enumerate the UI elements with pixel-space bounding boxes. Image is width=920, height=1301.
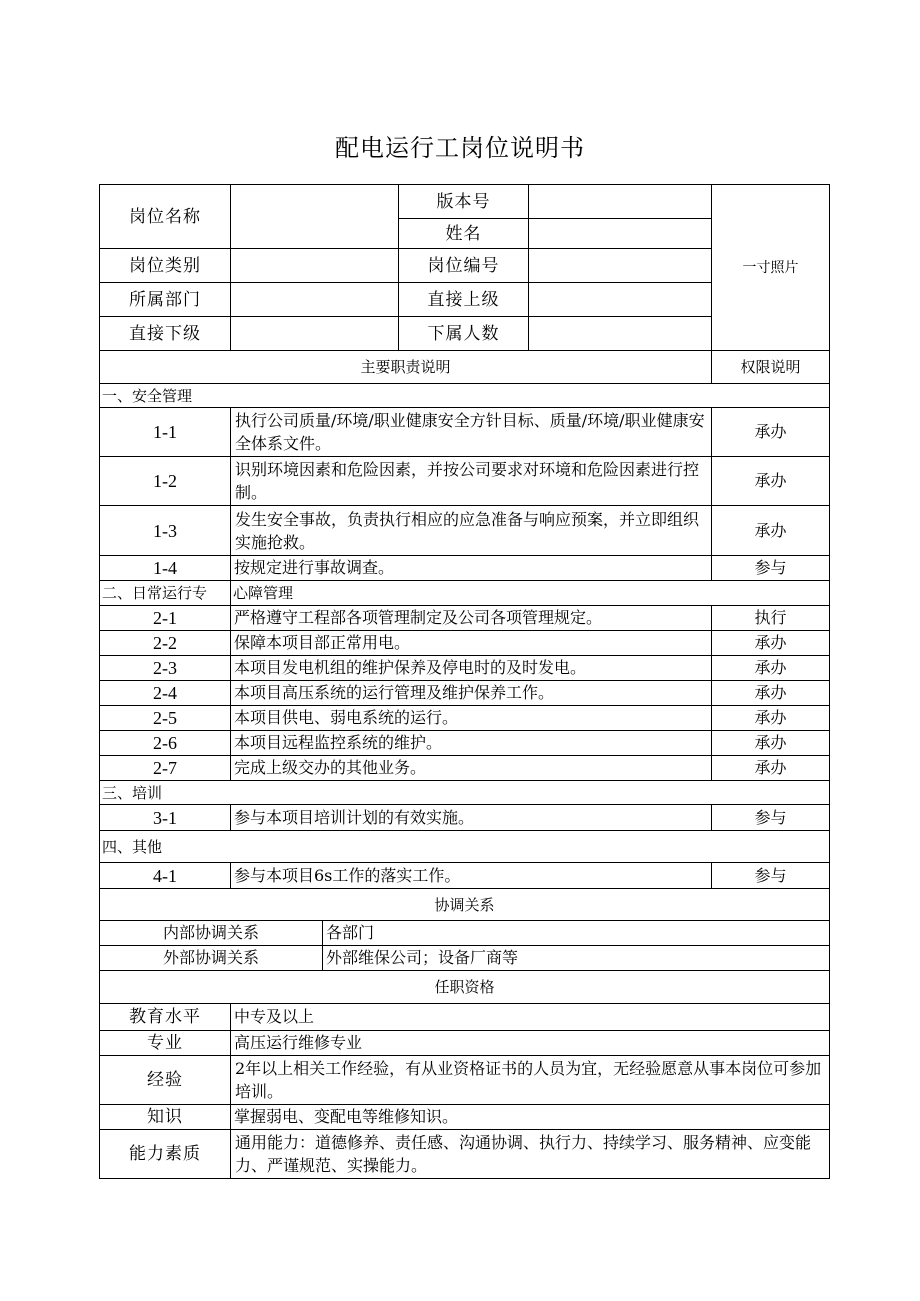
- duty-text: 本项目供电、弱电系统的运行。: [231, 706, 712, 731]
- position-no-label: 岗位编号: [399, 249, 529, 283]
- duty-number: 2-3: [100, 656, 231, 681]
- duty-number: 2-6: [100, 731, 231, 756]
- duty-number: 4-1: [100, 863, 231, 889]
- duty-authority: 承办: [712, 706, 830, 731]
- duty-authority: 参与: [712, 805, 830, 831]
- duty-text: 识别环境因素和危险因素，并按公司要求对环境和危险因素进行控制。: [231, 457, 712, 506]
- section-title: 四、其他: [100, 831, 830, 863]
- section-title: 二、日常运行专: [100, 581, 231, 606]
- superior-value[interactable]: [529, 283, 712, 317]
- duty-authority: 承办: [712, 457, 830, 506]
- duty-text: 参与本项目培训计划的有效实施。: [231, 805, 712, 831]
- duty-authority: 承办: [712, 756, 830, 781]
- position-type-label: 岗位类别: [100, 249, 231, 283]
- section-title: 三、培训: [100, 781, 830, 805]
- ability-value: 通用能力：道德修养、责任感、沟通协调、执行力、持续学习、服务精神、应变能力、严谨规范、实操能力。: [231, 1130, 830, 1179]
- position-no-value[interactable]: [529, 249, 712, 283]
- duty-number: 2-1: [100, 606, 231, 631]
- authority-header: 权限说明: [712, 351, 830, 384]
- position-type-value[interactable]: [231, 249, 399, 283]
- duty-text: 参与本项目6s工作的落实工作。: [231, 863, 712, 889]
- department-value[interactable]: [231, 283, 399, 317]
- duty-authority: 承办: [712, 731, 830, 756]
- duty-text: 执行公司质量/环境/职业健康安全方针目标、质量/环境/职业健康安全体系文件。: [231, 408, 712, 457]
- experience-value: 2年以上相关工作经验，有从业资格证书的人员为宜，无经验愿意从事本岗位可参加培训。: [231, 1056, 830, 1105]
- department-label: 所属部门: [100, 283, 231, 317]
- major-label: 专业: [100, 1031, 231, 1056]
- name-value[interactable]: [529, 219, 712, 249]
- version-value[interactable]: [529, 185, 712, 219]
- subordinate-count-value[interactable]: [529, 317, 712, 351]
- subordinate-value[interactable]: [231, 317, 399, 351]
- duty-number: 1-3: [100, 506, 231, 556]
- duty-authority: 承办: [712, 506, 830, 556]
- superior-label: 直接上级: [399, 283, 529, 317]
- duty-authority: 承办: [712, 681, 830, 706]
- duty-text: 严格遵守工程部各项管理制定及公司各项管理规定。: [231, 606, 712, 631]
- subordinate-count-label: 下属人数: [399, 317, 529, 351]
- photo-placeholder: 一寸照片: [712, 185, 830, 351]
- name-label: 姓名: [399, 219, 529, 249]
- duty-number: 1-2: [100, 457, 231, 506]
- duty-authority: 参与: [712, 863, 830, 889]
- duty-text: 本项目远程监控系统的维护。: [231, 731, 712, 756]
- duty-authority: 参与: [712, 556, 830, 581]
- duty-text: 保障本项目部正常用电。: [231, 631, 712, 656]
- duty-authority: 承办: [712, 631, 830, 656]
- duty-number: 2-4: [100, 681, 231, 706]
- duty-text: 发生安全事故，负责执行相应的应急准备与响应预案，并立即组织实施抢救。: [231, 506, 712, 556]
- subordinate-label: 直接下级: [100, 317, 231, 351]
- duty-text: 本项目发电机组的维护保养及停电时的及时发电。: [231, 656, 712, 681]
- page-title: 配电运行工岗位说明书: [335, 134, 585, 162]
- external-coordination-value: 外部维保公司；设备厂商等: [323, 946, 830, 971]
- section-title: 一、安全管理: [100, 384, 830, 408]
- duty-text: 本项目高压系统的运行管理及维护保养工作。: [231, 681, 712, 706]
- duty-number: 2-7: [100, 756, 231, 781]
- external-coordination-label: 外部协调关系: [100, 946, 323, 971]
- position-name-value[interactable]: [231, 185, 399, 249]
- duty-number: 2-2: [100, 631, 231, 656]
- version-label: 版本号: [399, 185, 529, 219]
- duty-authority: 执行: [712, 606, 830, 631]
- duty-number: 1-1: [100, 408, 231, 457]
- duty-authority: 承办: [712, 656, 830, 681]
- qualifications-header: 任职资格: [100, 971, 830, 1004]
- coordination-header: 协调关系: [100, 889, 830, 921]
- duty-number: 1-4: [100, 556, 231, 581]
- major-value: 高压运行维修专业: [231, 1031, 830, 1056]
- position-name-label: 岗位名称: [100, 185, 231, 249]
- duty-number: 3-1: [100, 805, 231, 831]
- duty-text: 按规定进行事故调查。: [231, 556, 712, 581]
- duty-number: 2-5: [100, 706, 231, 731]
- section-title-continued: 心障管理: [231, 581, 830, 606]
- education-value: 中专及以上: [231, 1004, 830, 1031]
- knowledge-label: 知识: [100, 1105, 231, 1130]
- job-description-table: [99, 184, 830, 1179]
- duties-header: 主要职责说明: [100, 351, 712, 384]
- experience-label: 经验: [100, 1056, 231, 1105]
- duty-text: 完成上级交办的其他业务。: [231, 756, 712, 781]
- internal-coordination-label: 内部协调关系: [100, 921, 323, 946]
- internal-coordination-value: 各部门: [323, 921, 830, 946]
- duty-authority: 承办: [712, 408, 830, 457]
- knowledge-value: 掌握弱电、变配电等维修知识。: [231, 1105, 830, 1130]
- education-label: 教育水平: [100, 1004, 231, 1031]
- ability-label: 能力素质: [100, 1130, 231, 1179]
